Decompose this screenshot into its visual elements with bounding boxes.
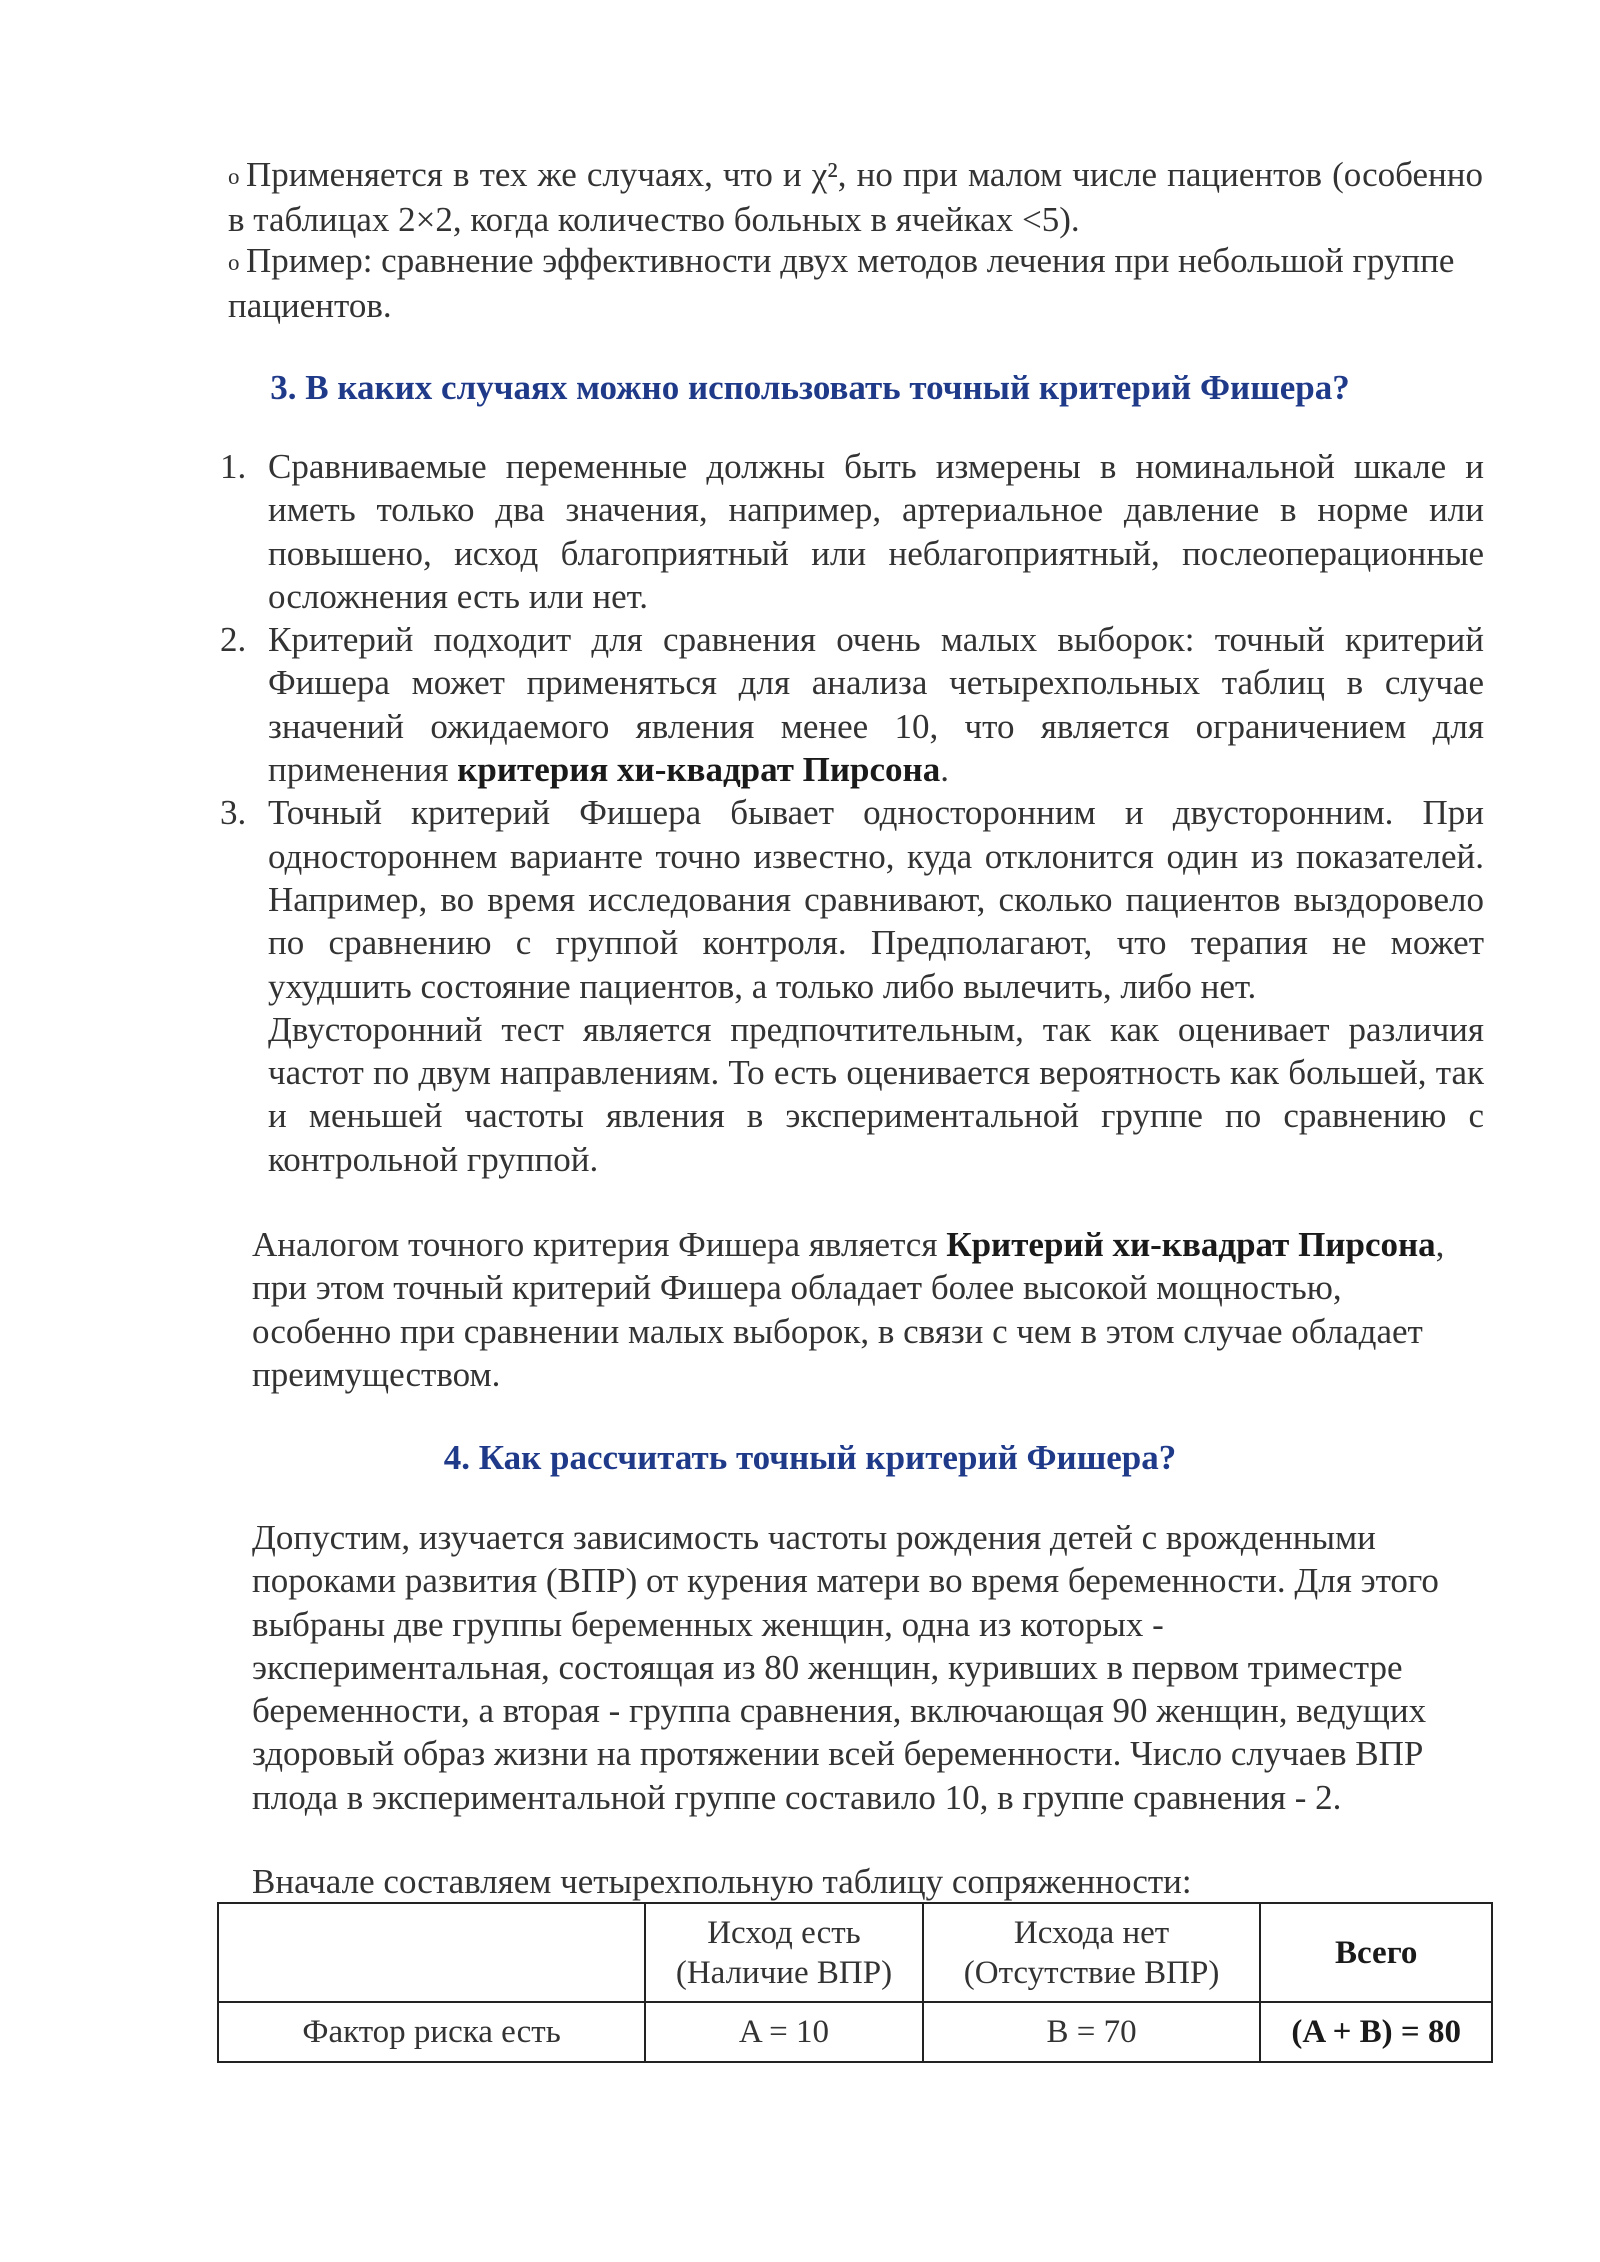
table-header-outcome-no bbox=[923, 1903, 1261, 2002]
intro-bullet-1 bbox=[228, 153, 1483, 242]
list-item-number: 1. bbox=[220, 447, 247, 486]
analog-text-end: , при этом точный критерий Фишера обладает более высокой мощностью, особенно при сравнении малых выборок, в связи с чем в этом случае обладает преимуществом. bbox=[252, 1225, 1445, 1394]
list-item-text: Сравниваемые переменные должны быть измерены в номинальной шкале и иметь только два значения, например, артериальное давление в норме или повышено, исход благоприятный или неблагоприятный, послеоперационные осложнения есть или нет. bbox=[268, 447, 1484, 616]
section-4-paragraph: Допустим, изучается зависимость частоты рождения детей с врожденными пороками развития (ВПР) от курения матери во время беременности. Для этого выбраны две группы беременных женщин, одна из которых - экспериментальная, состоящая из 80 женщин, куривших в первом триместре беременности, а вторая - группа сравнения, включающая 90 женщин, ведущих здоровый образ жизни на протяжении всей беременности. Число случаев ВПР плода в экспериментальной группе составило 10, в группе сравнения - 2. bbox=[252, 1518, 1439, 1817]
intro-bullet-2 bbox=[228, 239, 1483, 328]
section-3-heading: 3. В каких случаях можно использовать точный критерий Фишера? bbox=[270, 368, 1350, 407]
table-row bbox=[218, 2002, 1492, 2062]
analog-text: Аналогом точного критерия Фишера является bbox=[252, 1225, 947, 1264]
header-line: (Наличие ВПР) bbox=[675, 1954, 893, 1991]
header-line: Исход есть bbox=[707, 1914, 861, 1951]
list-item-text-end: . bbox=[940, 750, 949, 790]
table-header-row bbox=[218, 1903, 1492, 2002]
bold-term: критерия хи-квадрат Пирсона bbox=[457, 750, 941, 790]
bullet-marker: o bbox=[228, 250, 240, 275]
total-value: (A + B) = 80 bbox=[1291, 2014, 1461, 2050]
contingency-table bbox=[217, 1902, 1493, 2063]
bold-term: Критерий хи-квадрат Пирсона bbox=[946, 1225, 1436, 1264]
bullet-marker: o bbox=[228, 164, 240, 189]
list-item-number: 2. bbox=[220, 620, 247, 660]
table-header-outcome-yes bbox=[645, 1903, 923, 2002]
table-cell-label: Фактор риска есть bbox=[218, 2002, 645, 2062]
list-item-text: Критерий подходит для сравнения очень малых выборок: точный критерий Фишера может применяться для анализа четырехпольных таблиц в случае значений ожидаемого явления менее 10, что является ограничением для применения bbox=[268, 620, 1484, 790]
table-header-empty bbox=[218, 1903, 645, 2002]
table-header-total bbox=[1260, 1903, 1492, 2002]
section-4-heading: 4. Как рассчитать точный критерий Фишера? bbox=[443, 1438, 1177, 1477]
list-item bbox=[220, 791, 1484, 1181]
intro-bullet-2-text: Пример: сравнение эффективности двух методов лечения при небольшой группе пациентов. bbox=[228, 241, 1455, 326]
table-cell-a: A = 10 bbox=[645, 2002, 923, 2062]
header-total-label: Всего bbox=[1334, 1934, 1418, 1971]
table-intro: Вначале составляем четырехпольную таблицу сопряженности: bbox=[252, 1862, 1192, 1901]
list-item bbox=[220, 445, 1484, 618]
intro-bullet-1-text: Применяется в тех же случаях, что и χ², но при малом числе пациентов (особенно в таблицах 2×2, когда количество больных в ячейках <5). bbox=[228, 155, 1483, 240]
table-cell-b: B = 70 bbox=[923, 2002, 1261, 2062]
table-cell-total bbox=[1260, 2002, 1492, 2062]
header-line: Исхода нет bbox=[1013, 1914, 1170, 1951]
list-item-number: 3. bbox=[220, 793, 247, 833]
list-item bbox=[220, 618, 1484, 791]
analog-paragraph bbox=[252, 1223, 1462, 1396]
section-3-list bbox=[220, 445, 1484, 1181]
header-line: (Отсутствие ВПР) bbox=[963, 1954, 1220, 1991]
list-item-text: Точный критерий Фишера бывает односторонним и двусторонним. При одностороннем варианте точно известно, куда отклонится один из показателей. Например, во время исследования сравнивают, сколько пациентов выздоровело по сравнению с группой контроля. Предполагают, что терапия не может ухудшить состояние пациентов, а только либо вылечить, либо нет. bbox=[268, 793, 1484, 1006]
list-item-text-continued: Двусторонний тест является предпочтительным, так как оценивает различия частот по двум направлениям. То есть оценивается вероятность как большей, так и меньшей частоты явления в экспериментальной группе по сравнению с контрольной группой. bbox=[268, 1009, 1484, 1179]
